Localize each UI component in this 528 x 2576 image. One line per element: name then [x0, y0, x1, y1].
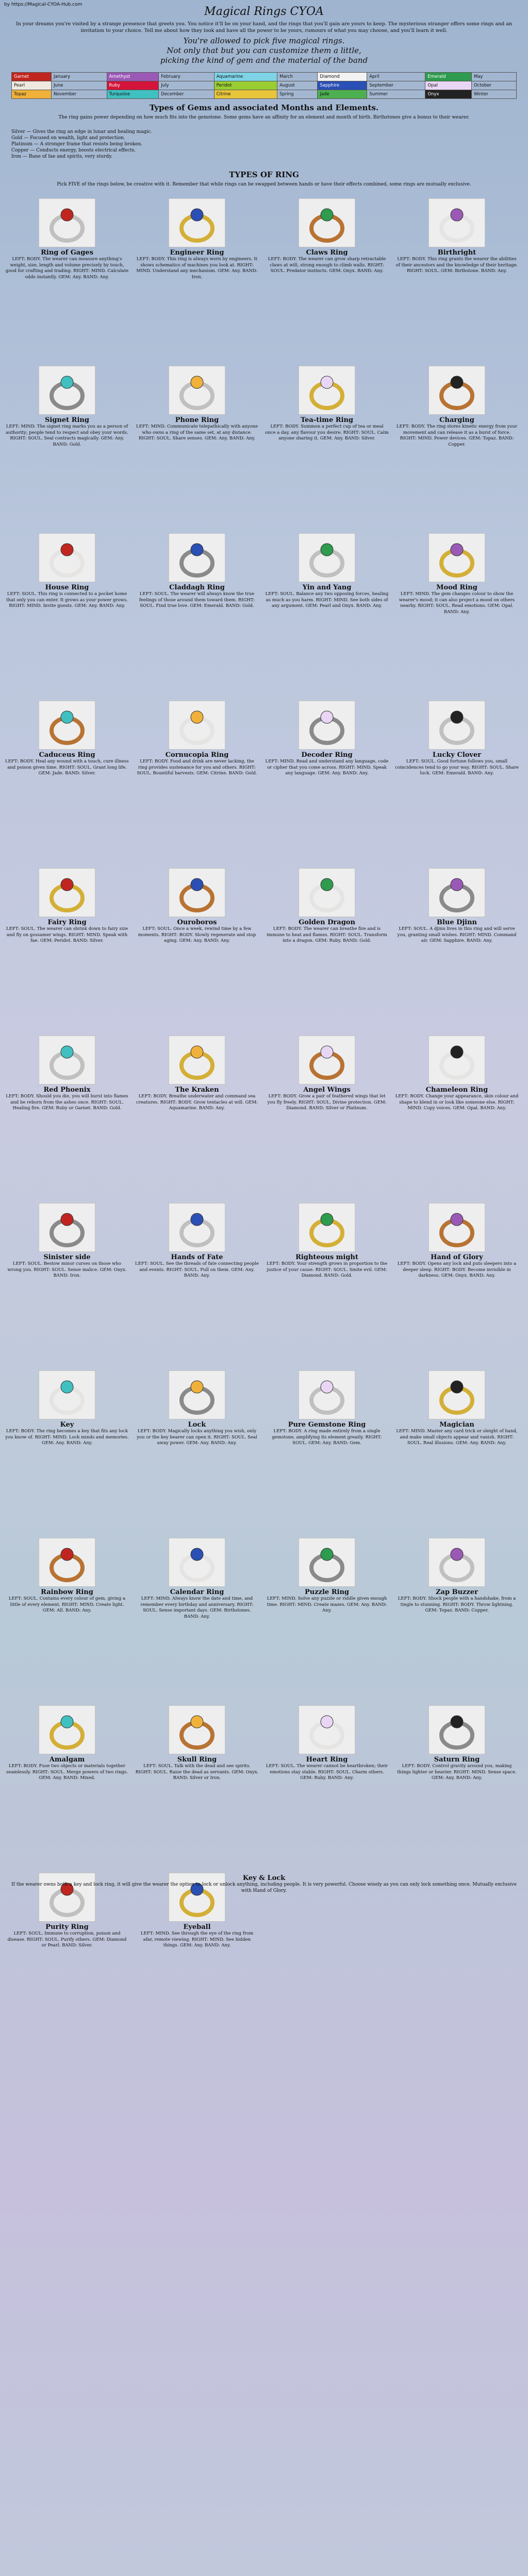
ring-name: Decoder Ring	[301, 751, 353, 759]
ring-card[interactable]	[5, 701, 129, 777]
ring-image	[39, 701, 95, 750]
ring-description: LEFT: BODY. Shock people with a handshake, from a tingle to stunning. RIGHT: BODY. Throw lightning. GEM: Topaz. BAND: Copper.	[398, 1596, 516, 1613]
legend-gem: Amethyst	[107, 73, 159, 81]
legend-month: August	[277, 81, 318, 90]
ring-image	[299, 198, 355, 247]
legend-month: June	[51, 81, 107, 90]
ring-name: Hand of Glory	[431, 1253, 483, 1261]
legend-month: July	[159, 81, 214, 90]
ring-name: Claddagh Ring	[169, 583, 225, 591]
ring-card[interactable]	[135, 366, 259, 442]
ring-image	[428, 1203, 485, 1252]
ring-description: LEFT: BODY. Your strength grows in proportion to the justice of your cause. RIGHT: SOUL. Smite evil. GEM: Diamond. BAND: Gold.	[266, 1261, 388, 1278]
ring-name: Calendar Ring	[170, 1588, 224, 1596]
ring-card[interactable]	[265, 366, 389, 442]
legend-month: March	[277, 73, 318, 81]
ring-description: LEFT: MIND. The signet ring marks you as a person of authority; people tend to respect and obey your words. RIGHT: SOUL. Seal contracts magically. GEM: Any. BAND: Gold.	[6, 424, 128, 447]
legend-month: April	[367, 73, 425, 81]
legend-month: October	[471, 81, 516, 90]
ring-card[interactable]	[5, 868, 129, 944]
gems-rule-text: The ring gains power depending on how much fits into the gemstone. Some gems have an affinity for an element and month of birth. Birthstones give a bonus to their wearer.	[58, 115, 470, 120]
ring-name: Angel Wings	[303, 1086, 351, 1094]
ring-card[interactable]	[265, 1203, 389, 1279]
ring-card[interactable]	[5, 533, 129, 609]
ring-name: Sinister side	[43, 1253, 91, 1261]
ring-name: Saturn Ring	[434, 1755, 480, 1764]
ring-card[interactable]	[135, 1538, 259, 1620]
legend-month: Winter	[471, 90, 516, 99]
ring-image	[39, 1036, 95, 1084]
ring-name: Tea-time Ring	[300, 416, 354, 424]
ring-card[interactable]	[265, 1538, 389, 1614]
ring-image	[169, 198, 225, 247]
gems-section-title: Types of Gems and associated Months and Elements.	[149, 103, 379, 112]
ring-description: LEFT: BODY. Breathe underwater and command sea creatures. RIGHT: BODY. Grow tentacles at will. GEM: Aquamarine. BAND: Any.	[136, 1094, 258, 1111]
ring-description: LEFT: SOUL. See the threads of fate connecting people and events. RIGHT: SOUL. Pull on them. GEM: Any. BAND: Any.	[135, 1261, 259, 1278]
ring-name: Charging	[439, 416, 474, 424]
ring-description: LEFT: BODY. Heal any wound with a touch, cure illness and poison given time. RIGHT: SOUL. Grant long life. GEM: Jade. BAND: Silver.	[5, 759, 129, 776]
ring-card[interactable]	[135, 198, 259, 280]
ring-card[interactable]	[395, 701, 519, 777]
ring-name: The Kraken	[175, 1086, 219, 1094]
legend-gem: Ruby	[107, 81, 159, 90]
ring-description: LEFT: SOUL. Contains every colour of gem, giving a little of every element. RIGHT: MIND. Create light. GEM: All. BAND: Any.	[8, 1596, 126, 1613]
ring-image	[428, 701, 485, 750]
ring-name: Hands of Fate	[171, 1253, 223, 1261]
ring-card[interactable]	[135, 1705, 259, 1782]
ring-card[interactable]	[395, 1203, 519, 1279]
ring-description: LEFT: SOUL. The wearer will always know the true feelings of those around them toward them. RIGHT: SOUL. Find true love. GEM: Emerald. BAND: Gold.	[139, 591, 255, 608]
ring-description: LEFT: MIND. The gem changes colour to show the wearer's mood; it can also project a mood on others nearby. RIGHT: SOUL. Read emotions. GEM: Opal. BAND: Any.	[399, 591, 515, 615]
ring-name: Yin and Yang	[302, 583, 352, 591]
ring-description: LEFT: BODY. Control gravity around you, making things lighter or heavier. RIGHT: MIND. Sense space. GEM: Any. BAND: Any.	[397, 1764, 517, 1781]
ring-description: LEFT: BODY. This ring is always worn by engineers. It shows schematics of machines you look at. RIGHT: MIND. Understand any mechanism. GEM: Any. BAND: Iron.	[136, 257, 258, 280]
ring-description: LEFT: MIND. See through the eye of the ring from afar, remote viewing. RIGHT: MIND. See hidden things. GEM: Any. BAND: Any.	[140, 1931, 254, 1948]
ring-card[interactable]	[395, 198, 519, 275]
ring-name: Golden Dragon	[299, 918, 355, 926]
ring-image	[169, 1538, 225, 1587]
ring-description: LEFT: BODY. Summon a perfect cup of tea or meal once a day, any flavour you desire. RIGHT: SOUL. Calm anyone sharing it. GEM: Any. BAND: Silver.	[265, 424, 389, 441]
ring-description: LEFT: SOUL. Good fortune follows you, small coincidences tend to go your way. RIGHT: SOUL. Share luck. GEM: Emerald. BAND: Any.	[395, 759, 519, 776]
ring-name: Zap Buzzer	[436, 1588, 478, 1596]
ring-card[interactable]	[135, 1036, 259, 1112]
ring-image	[428, 366, 485, 415]
ring-image	[299, 1538, 355, 1587]
ring-image	[299, 1203, 355, 1252]
ring-description: LEFT: BODY. The wearer can breathe fire and is immune to heat and flames. RIGHT: SOUL. Transform into a dragon. GEM: Ruby. BAND: Gold.	[267, 926, 387, 943]
ring-description: LEFT: BODY. A ring made entirely from a single gemstone, amplifying its element greatly. RIGHT: SOUL. GEM: Any. BAND: Gem.	[272, 1429, 382, 1446]
ring-name: Pure Gemstone Ring	[288, 1420, 366, 1429]
ring-name: Mood Ring	[436, 583, 477, 591]
tagline-line: picking the kind of gem and the material of the band	[160, 56, 368, 65]
ring-image	[299, 533, 355, 582]
metals-list	[11, 129, 517, 160]
ring-name: Birthright	[437, 248, 476, 257]
tagline-line: You're allowed to pick five magical rings.	[183, 36, 345, 45]
ring-description: LEFT: MIND. Read and understand any language, code or cipher that you come across. RIGHT: MIND. Speak any language. GEM: Any. BAND: Any.	[265, 759, 389, 776]
ring-name: Skull Ring	[177, 1755, 217, 1764]
ring-name: Fairy Ring	[47, 918, 87, 926]
ring-name: Blue Djinn	[437, 918, 477, 926]
ring-name: Heart Ring	[306, 1755, 348, 1764]
ring-image	[169, 1370, 225, 1419]
ring-image	[39, 366, 95, 415]
ring-description: LEFT: BODY. Should you die, you will burst into flames and be reborn from the ashes once. RIGHT: SOUL. Healing fire. GEM: Ruby or Garnet. BAND: Gold.	[6, 1094, 128, 1111]
ring-image	[39, 868, 95, 917]
ring-card[interactable]	[135, 1370, 259, 1447]
ring-image	[299, 366, 355, 415]
ring-name: Puzzle Ring	[304, 1588, 349, 1596]
ring-image	[428, 868, 485, 917]
ring-card[interactable]	[395, 1036, 519, 1112]
ring-description: LEFT: MIND. Communicate telepathically with anyone who owns a ring of the same set, at any distance. RIGHT: SOUL. Share senses. GEM: Any. BAND: Any.	[136, 424, 258, 441]
legend-month: December	[159, 90, 214, 99]
legend-gem: Aquamarine	[214, 73, 277, 81]
ring-card[interactable]	[135, 1203, 259, 1279]
page-title: Magical Rings CYOA	[204, 5, 324, 18]
ring-name: Caduceus Ring	[39, 751, 95, 759]
ring-image	[39, 1705, 95, 1754]
ring-description: LEFT: SOUL. Talk with the dead and see spirits. RIGHT: SOUL. Raise the dead as servants. GEM: Onyx. BAND: Silver or Iron.	[135, 1764, 259, 1781]
legend-month: Spring	[277, 90, 318, 99]
legend-month: November	[51, 90, 107, 99]
ring-description: LEFT: SOUL. The wearer can shrink down to fairy size and fly on gossamer wings. RIGHT: MIND. Speak with fae. GEM: Peridot. BAND: Silver.	[6, 926, 128, 943]
ring-card[interactable]	[395, 1538, 519, 1614]
ring-description: LEFT: MIND. Always know the date and time, and remember every birthday and anniversary. RIGHT: SOUL. Sense important days. GEM: Birthstones. BAND: Any.	[140, 1596, 254, 1619]
ring-card[interactable]	[395, 1705, 519, 1782]
key-lock-note	[11, 1875, 517, 1894]
ring-card[interactable]	[265, 1370, 389, 1447]
ring-card[interactable]	[135, 533, 259, 609]
ring-name: Engineer Ring	[170, 248, 224, 257]
ring-card[interactable]	[395, 1370, 519, 1447]
ring-description: LEFT: BODY. The wearer can measure anything's weight, size, length and volume precisely by touch, good for crafting and trading. RIGHT: MIND. Calculate odds instantly. GEM: Any. BAND: Any.	[5, 257, 129, 280]
ring-types-title: TYPES OF RING	[229, 170, 299, 179]
legend-gem: Citrine	[214, 90, 277, 99]
gem-legend-table	[11, 72, 517, 99]
ring-image	[299, 1036, 355, 1084]
ring-card[interactable]	[5, 198, 129, 280]
ring-card[interactable]	[5, 1036, 129, 1112]
ring-image	[428, 533, 485, 582]
metal-item: Silver — Gives the ring an edge in lunar and healing magic.	[11, 129, 152, 134]
ring-image	[39, 533, 95, 582]
legend-month: February	[159, 73, 214, 81]
ring-name: Ouroboros	[177, 918, 217, 926]
ring-name: Lucky Clover	[432, 751, 482, 759]
legend-gem: Diamond	[318, 73, 367, 81]
ring-name: Magician	[439, 1420, 474, 1429]
legend-month: January	[51, 73, 107, 81]
ring-name: Claws Ring	[306, 248, 348, 257]
ring-name: House Ring	[45, 583, 89, 591]
legend-gem: Opal	[425, 81, 472, 90]
ring-description: LEFT: SOUL. This ring is connected to a pocket home that only you can enter. It grows as your power grows. RIGHT: MIND. Invite guests. GEM: Any. BAND: Any.	[6, 591, 128, 608]
ring-description: LEFT: SOUL. Bestow minor curses on those who wrong you. RIGHT: SOUL. Sense malice. GEM: Onyx. BAND: Iron.	[7, 1261, 127, 1278]
ring-name: Rainbow Ring	[41, 1588, 93, 1596]
ring-image	[39, 198, 95, 247]
ring-name: Key	[60, 1420, 74, 1429]
metal-item: Gold — Focused on wealth, light and protection.	[11, 135, 125, 141]
ring-name: Righteous might	[295, 1253, 358, 1261]
ring-card[interactable]	[265, 198, 389, 275]
legend-gem: Sapphire	[318, 81, 367, 90]
metal-item: Copper — Conducts energy, boosts electrical effects.	[11, 148, 136, 153]
ring-image	[169, 1203, 225, 1252]
ring-image	[299, 1370, 355, 1419]
credit: by https://Magical-CYOA-Hub.com	[4, 2, 82, 7]
intro-text: In your dreams you're visited by a strange presence that greets you. You notice it'll be on your hand, and the rings that you'll gain are yours to keep. The mysterious stranger offers some rings and an invitation to your choice. Tell me about how they look and have all the power to be yours, rumours of what you may choose, and you'll learn it well.	[15, 21, 513, 33]
ring-description: LEFT: MIND. Master any card trick or sleight of hand, and make small objects appear and vanish. RIGHT: SOUL. Real illusions. GEM: Any. BAND: Any.	[396, 1429, 518, 1446]
legend-gem: Garnet	[12, 73, 52, 81]
ring-description: LEFT: SOUL. Immune to corruption, poison and disease. RIGHT: SOUL. Purify others. GEM: Diamond or Pearl. BAND: Silver.	[7, 1931, 127, 1948]
ring-description: LEFT: SOUL. Balance any two opposing forces, healing as much as you harm. RIGHT: MIND. See both sides of any argument. GEM: Pearl and Onyx. BAND: Any.	[265, 591, 389, 608]
ring-description: LEFT: SOUL. A djinn lives in this ring and will serve you, granting small wishes. RIGHT: MIND. Command air. GEM: Sapphire. BAND: Any.	[397, 926, 517, 943]
ring-card[interactable]	[135, 868, 259, 944]
ring-image	[299, 701, 355, 750]
ring-image	[299, 868, 355, 917]
legend-gem: Topaz	[12, 90, 52, 99]
ring-description: LEFT: BODY. Grow a pair of feathered wings that let you fly freely. RIGHT: SOUL. Divine protection. GEM: Diamond. BAND: Silver or Platinum.	[267, 1094, 387, 1111]
ring-name: Cornucopia Ring	[165, 751, 229, 759]
legend-row	[12, 90, 517, 99]
metal-item: Iron — Bane of fae and spirits, very sturdy.	[11, 154, 112, 159]
legend-gem: Pearl	[12, 81, 52, 90]
ring-card[interactable]	[135, 701, 259, 777]
metal-item: Platinum — A stronger frame that resists being broken.	[11, 142, 143, 147]
ring-image	[169, 701, 225, 750]
ring-description: LEFT: BODY. Magically locks anything you wish, only you or the key bearer can open it. RIGHT: SOUL. Seal away power. GEM: Any. BAND: Any.	[137, 1429, 257, 1446]
ring-description: LEFT: BODY. The wearer can grow sharp retractable claws at will, strong enough to climb walls. RIGHT: SOUL. Predator instincts. GEM: Onyx. BAND: Any.	[268, 257, 386, 274]
ring-card[interactable]	[265, 701, 389, 777]
ring-image	[428, 1036, 485, 1084]
ring-name: Lock	[188, 1420, 206, 1429]
key-lock-text: If the wearer owns both a key and lock ring, it will give the wearer the option to lock or unlock anything, including people. It is very powerful. Choose wisely as you can only lock something once. Mutually exclusive with Hand of Glory.	[11, 1882, 517, 1893]
ring-card[interactable]	[265, 1036, 389, 1112]
ring-name: Chameleon Ring	[425, 1086, 488, 1094]
ring-card[interactable]	[265, 1705, 389, 1782]
ring-card[interactable]	[5, 1203, 129, 1279]
ring-image	[169, 366, 225, 415]
ring-card[interactable]	[265, 533, 389, 609]
ring-card[interactable]	[265, 868, 389, 944]
ring-image	[169, 1036, 225, 1084]
legend-month: Summer	[367, 90, 425, 99]
legend-row	[12, 73, 517, 81]
tagline	[0, 36, 528, 65]
ring-description: LEFT: SOUL. The wearer cannot be heartbroken; their emotions stay stable. RIGHT: SOUL. Charm others. GEM: Ruby. BAND: Any.	[266, 1764, 388, 1781]
ring-image	[428, 198, 485, 247]
legend-gem: Emerald	[425, 73, 472, 81]
legend-gem: Onyx	[425, 90, 472, 99]
ring-card[interactable]	[395, 868, 519, 944]
ring-description: LEFT: BODY. The ring stores kinetic energy from your movement and can release it as a burst of force. RIGHT: MIND. Power devices. GEM: Topaz. BAND: Copper.	[396, 424, 518, 447]
ring-description: LEFT: BODY. Change your appearance, skin colour and shape to blend in or look like someone else. RIGHT: MIND. Copy voices. GEM: Opal. BAND: Any.	[395, 1094, 519, 1111]
legend-month: September	[367, 81, 425, 90]
ring-name: Signet Ring	[45, 416, 89, 424]
ring-name: Phone Ring	[175, 416, 219, 424]
ring-description: LEFT: BODY. Food and drink are never lacking, the ring provides sustenance for you and others. RIGHT: SOUL. Bountiful harvests. GEM: Citrine. BAND: Gold.	[137, 759, 257, 776]
ring-description: LEFT: BODY. The ring becomes a key that fits any lock you know of. RIGHT: MIND. Lock minds and memories. GEM: Any. BAND: Any.	[5, 1429, 129, 1446]
key-lock-title: Key & Lock	[242, 1874, 286, 1882]
ring-image	[428, 1370, 485, 1419]
ring-image	[39, 1370, 95, 1419]
ring-description: LEFT: BODY. Opens any lock and puts sleepers into a deeper sleep. RIGHT: BODY. Become invisible in darkness. GEM: Onyx. BAND: Any.	[397, 1261, 517, 1278]
ring-name: Red Phoenix	[43, 1086, 91, 1094]
legend-month: May	[471, 73, 516, 81]
ring-name: Ring of Gages	[41, 248, 93, 257]
legend-gem: Turquoise	[107, 90, 159, 99]
ring-image	[39, 1538, 95, 1587]
ring-image	[169, 533, 225, 582]
ring-card[interactable]	[5, 1538, 129, 1614]
ring-name: Amalgam	[49, 1755, 85, 1764]
ring-card[interactable]	[395, 533, 519, 615]
ring-description: LEFT: BODY. This ring grants the wearer the abilities of their ancestors and the knowledge of their heritage. RIGHT: SOUL. GEM: Birthstone. BAND: Any.	[395, 257, 518, 274]
ring-name: Eyeball	[183, 1923, 211, 1931]
ring-card[interactable]	[5, 366, 129, 448]
ring-name: Purity Ring	[45, 1923, 89, 1931]
ring-image	[39, 1203, 95, 1252]
ring-image	[299, 1705, 355, 1754]
pick-instructions: Pick FIVE of the rings below, be creative with it. Remember that while rings can be swapped between hands or have their effects combined, some rings are mutually exclusive.	[57, 182, 471, 187]
ring-card[interactable]	[5, 1370, 129, 1447]
ring-image	[169, 868, 225, 917]
ring-description: LEFT: MIND. Solve any puzzle or riddle given enough time. RIGHT: MIND. Create mazes. GEM: Any. BAND: Any.	[267, 1596, 387, 1613]
ring-image	[428, 1705, 485, 1754]
legend-row	[12, 81, 517, 90]
ring-card[interactable]	[5, 1705, 129, 1782]
legend-gem: Jade	[318, 90, 367, 99]
tagline-line: Not only that but you can customize them a little,	[167, 46, 361, 55]
legend-gem: Peridot	[214, 81, 277, 90]
ring-description: LEFT: SOUL. Once a week, rewind time by a few moments. RIGHT: BODY. Slowly regenerate and stop aging. GEM: Any. BAND: Any.	[138, 926, 256, 943]
ring-card[interactable]	[395, 366, 519, 448]
ring-image	[169, 1705, 225, 1754]
ring-image	[428, 1538, 485, 1587]
ring-description: LEFT: BODY. Fuse two objects or materials together seamlessly. RIGHT: SOUL. Merge powers of two rings. GEM: Any. BAND: Mixed.	[6, 1764, 128, 1781]
